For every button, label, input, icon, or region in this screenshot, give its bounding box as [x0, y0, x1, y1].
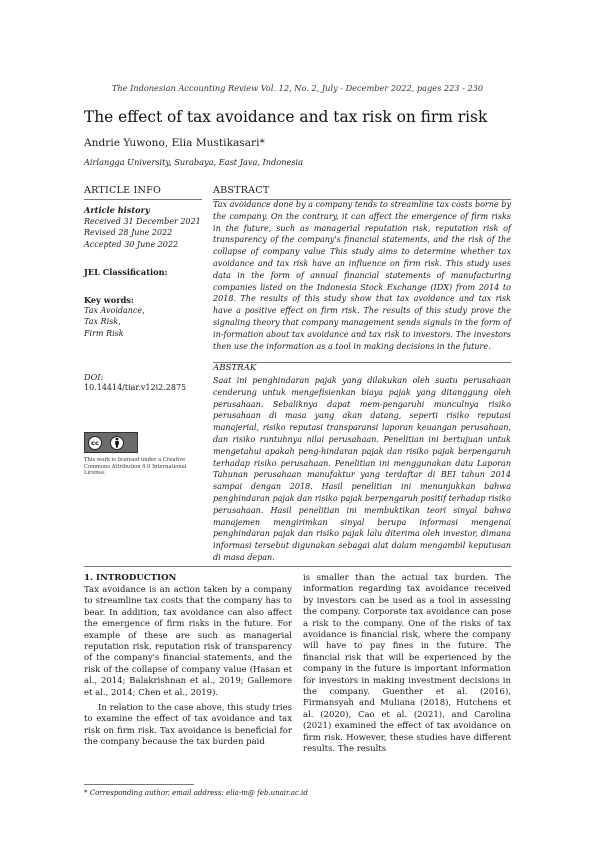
footnote-rule	[84, 784, 194, 785]
doi-label: DOI:	[84, 372, 104, 382]
abstract-text: Tax avoidance done by a company tends to streamline tax costs borne by the company. On the contrary, it can affect the emergence of firm risks in the future, such as managerial reputation risk, reputation risk of transparency of the company's financial statements, and the risk of the collapse of company value This study aims to determine whether tax avoidance and tax risk have an influence on firm risk. This study uses data in the form of annual financial statements of manufacturing companies listed on the Indonesia Stock Exchange (IDX) from 2014 to 2018. The results of this study show that tax avoidance and tax risk have a positive effect on firm risk. The results of this study prove the signaling theory that company management sends signals in the form of in-formation about tax avoidance and tax risk to investors. The investors then use the information as a tool in making decisions in the future.	[213, 200, 511, 351]
journal-header: The Indonesian Accounting Review Vol. 12, No. 2, July - December 2022, pages 223 - 230	[111, 83, 484, 93]
license-text: This work is licensed under a Creative Commons Attribution 4.0 International License.	[84, 457, 187, 477]
intro-paragraph: is smaller than the actual tax burden. The information regarding tax avoidance received by investors can be used as a tool in assessing the company. Corporate tax avoidance can pose a risk to the company. One of the risks of tax avoidance is financial risk, where the company will have to pay fines in the future. The financial risk that will be experienced by the company in the future is important information for investors in making investment decisions in the company. Guenther et al. (2016), Firmansyah and Muliana (2018), Hutchens et al. (2020), Cao et al. (2021), and Carolina (2021) examined the effect of tax avoidance on firm risk. However, these studies have different results. The results	[303, 573, 511, 755]
doi-link[interactable]: 10.14414/tiar.v12i2.2875	[84, 383, 187, 392]
jel-label: JEL Classification:	[84, 267, 168, 277]
doi-block	[84, 372, 202, 393]
attribution-icon	[110, 436, 124, 450]
section-divider	[84, 566, 511, 567]
article-info-rule	[84, 199, 202, 200]
footnote: * Corresponding author, email address: elia-m@ feb.unair.ac.id	[84, 789, 308, 797]
introduction-column-2	[303, 573, 511, 756]
keyword-item: Firm Risk	[84, 328, 124, 338]
introduction-column-1	[84, 585, 292, 749]
paper-title: The effect of tax avoidance and tax risk on firm risk	[84, 108, 488, 126]
abstrak-rule	[213, 362, 511, 363]
abstrak-heading: ABSTRAK	[213, 363, 257, 373]
cc-license-badge[interactable]	[84, 432, 138, 453]
article-info-heading: ARTICLE INFO	[84, 185, 162, 196]
affiliation: Airlangga University, Surabaya, East Java, Indonesia	[84, 157, 304, 167]
intro-paragraph: Tax avoidance is an action taken by a company to streamline tax costs that the company has to bear. In addition, tax avoidance can also affect the emergence of firm risks in the future. For example of these are such as managerial reputation risk, reputation risk of transparency of the company's financial statements, and the risk of the collapse of company value (Hasan et al., 2014; Balakrishnan et al., 2019; Gallemore et al., 2014; Chen et al., 2019).	[84, 585, 292, 698]
keyword-item: Tax Risk,	[84, 317, 121, 327]
history-accepted: Accepted 30 June 2022	[84, 239, 179, 249]
history-revised: Revised 28 June 2022	[84, 228, 173, 238]
introduction-heading: 1. INTRODUCTION	[84, 573, 177, 583]
authors: Andrie Yuwono, Elia Mustikasari*	[84, 137, 265, 149]
abstrak-text: Saat ini penghindaran pajak yang dilakukan oleh suatu perusahaan cenderung untuk mengefisienkan biaya pajak yang ditanggung oleh perusahaan. Sebaliknya dapat mem-pengaruhi munculnya risiko perusahaan di masa yang akan datang, seperti risiko reputasi manajerial, risiko reputasi transparansi laporan keuangan perusahaan, dan risiko runtuhnya nilai perusahaan. Penelitian ini bertujuan untuk mengetahui apakah peng-hindaran pajak dan risiko pajak berpengaruh terhadap risiko perusahaan. Penelitian ini menggunakan data Laporan Tahunan perusahaan manufaktur yang terdaftar di BEI tahun 2014 sampai dengan 2018. Hasil penelitian ini menunjukkan bahwa penghindaran pajak dan risiko pajak berpengaruh positif terhadap risiko perusahaan. Hasil penelitian ini membuktikan teori sinyal bahwa manajemen mengirimkan sinyal berupa informasi mengenai penghindaran pajak dan risiko pajak lalu diterima oleh investor, dimana informasi tersebut digunakan sebagai alat dalam mengambil keputusan di masa depan.	[213, 376, 511, 562]
history-received: Received 31 December 2021	[84, 217, 201, 226]
keywords-block	[84, 295, 202, 339]
keyword-item: Tax Avoidance,	[84, 306, 145, 315]
abstract-heading: ABSTRACT	[213, 185, 270, 196]
article-history-label: Article history	[84, 205, 150, 215]
keywords-label: Key words:	[84, 295, 134, 305]
creative-commons-icon: cc	[88, 436, 102, 450]
article-history	[84, 205, 202, 250]
intro-paragraph: In relation to the case above, this study tries to examine the effect of tax avoidance and tax risk on firm risk. Tax avoidance is beneficial for the company because the tax burden paid	[84, 703, 292, 748]
